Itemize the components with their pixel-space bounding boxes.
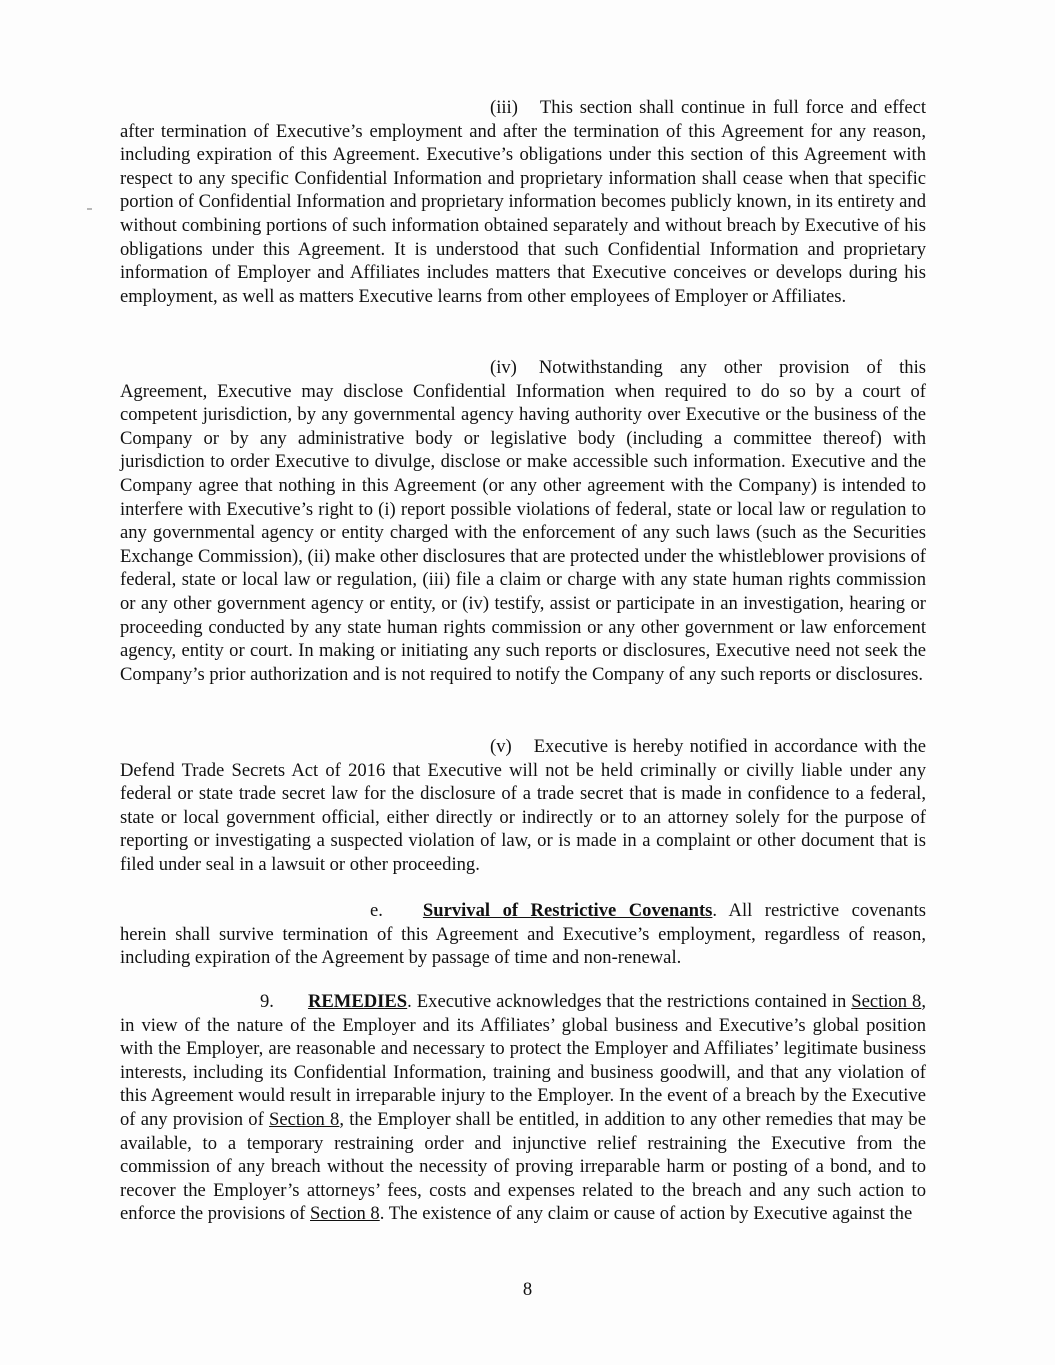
paragraph-v-number: (v) <box>490 736 512 757</box>
section-9-text-3: , the Employer shall be entitled, in addition to any other remedies that may be available, to a temporary restraining order and injunctive relief restraining the Executive from the commission of any breach without the necessity of proving irreparable harm or posting of a bond, and to recover the Employer’s attorneys’ fees, costs and expenses related to the breach and any such action to enforce the provisions of <box>120 1108 926 1225</box>
section-8-reference: Section 8 <box>851 991 922 1012</box>
paragraph-iv <box>120 356 926 686</box>
paragraph-v-text: Executive is hereby notified in accordance with the Defend Trade Secrets Act of 2016 that Executive will not be held criminally or civilly liable under any federal or state trade secret law for the disclosure of a trade secret that is made in confidence to a federal, state or local government official, either directly or indirectly or to an attorney solely for the purpose of reporting or investigating a suspected violation of law, or is made in a complaint or other document that is filed under seal in a lawsuit or other proceeding. <box>120 736 926 875</box>
remedies-heading: REMEDIES <box>307 991 408 1012</box>
paragraph-iv-number: (iv) <box>490 357 517 378</box>
section-8-reference: Section 8 <box>269 1108 340 1130</box>
section-9-text-2: , in view of the nature of the Employer and its Affiliates’ global business and Executive’s global position with the Employer, are reasonable and necessary to protect the Employer and Affiliates’ legitimate business interests, including its Confidential Information, training and business goodwill, and that any violation of this Agreement would result in irreparable injury to the Employer. In the event of a breach by the Executive of any provision of <box>120 991 926 1130</box>
paragraph-e-number: e. <box>370 900 383 921</box>
section-9-text-1: . Executive acknowledges that the restrictions contained in <box>407 991 852 1012</box>
paragraph-e-text: . All restrictive covenants herein shall survive termination of this Agreement and Executive’s employment, regardless of reason, including expiration of the Agreement by passage of time and non-renewal. <box>120 900 926 969</box>
paragraph-iv-text: Notwithstanding any other provision of this Agreement, Executive may disclose Confidential Information when required to do so by a court of competent jurisdiction, by any governmental agency having authority over Executive or the business of the Company or by any administrative body or legislative body (including a committee thereof) with jurisdiction to order Executive to divulge, disclose or make accessible such information. Executive and the Company agree that nothing in this Agreement (or any other agreement with the Company) is intended to interfere with Executive’s right to (i) report possible violations of federal, state or local law or regulation to any governmental agency or entity charged with the enforcement of any such laws (such as the Securities Exchange Commission), (ii) make other disclosures that are protected under the whistleblower provisions of federal, state or local law or regulation, (iii) file a claim or charge with any state human rights commission or any other government agency or entity, or (iv) testify, assist or participate in an investigation, hearing or proceeding conducted by any state human rights commission or any other government or law enforcement agency, entity or court. In making or initiating any such reports or disclosures, Executive need not seek the Company’s prior authorization and is not required to notify the Company of any such reports or disclosures. <box>120 357 926 685</box>
paragraph-iii-text: This section shall continue in full force and effect after termination of Executive’s employment and after the termination of this Agreement for any reason, including expiration of this Agreement. Executive’s obligations under this section of this Agreement with respect to any specific Confidential Information and proprietary information shall cease when that specific portion of Confidential Information and proprietary information becomes publicly known, in its entirety and without combining portions of such information obtained separately and without breach by Executive of his obligations under this Agreement. It is understood that such Confidential Information and proprietary information of Employer and Affiliates includes matters that Executive conceives or develops during his employment, as well as matters Executive learns from other employees of Employer or Affiliates. <box>120 97 926 307</box>
scan-artifact <box>87 208 92 210</box>
section-9-text-4: . The existence of any claim or cause of action by Executive against the <box>379 1203 913 1225</box>
section-8-reference: Section 8 <box>310 1203 380 1225</box>
survival-heading: Survival of Restrictive Covenants <box>422 900 713 921</box>
paragraph-v <box>120 735 926 877</box>
section-9-number: 9. <box>260 991 274 1012</box>
paragraph-e <box>120 899 926 970</box>
page-number: 8 <box>522 1279 533 1300</box>
paragraph-iii-number: (iii) <box>490 97 518 118</box>
paragraph-iii <box>120 96 926 308</box>
section-9-remedies <box>120 990 926 1226</box>
